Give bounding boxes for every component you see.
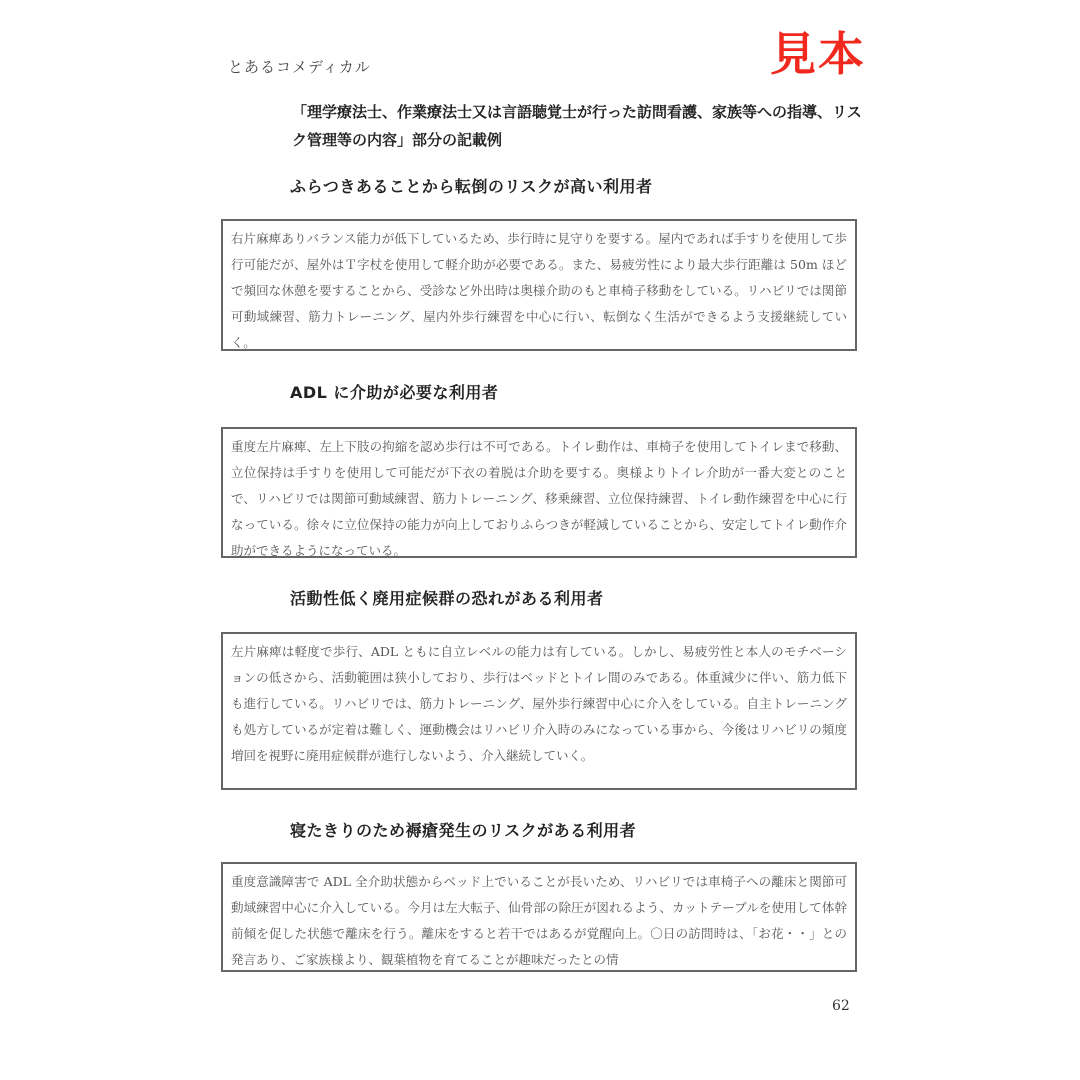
section-heading-disuse-syndrome: 活動性低く廃用症候群の恐れがある利用者 [290,589,604,608]
sample-watermark: 見本 [770,27,866,81]
example-box-fall-risk: 右片麻痺ありバランス能力が低下しているため、歩行時に見守りを要する。屋内であれば手すりを使用して歩行可能だが、屋外はＴ字杖を使用して軽介助が必要である。また、易疲労性により最大歩行距離は 50m ほどで頻回な休憩を要することから、受診など外出時は奥様介助のもと車椅子移動をしている。リハビリでは関節可動域練習、筋力トレーニング、屋内外歩行練習を中心に行い、転倒なく生活ができるよう支援継続していく。 [221,219,857,351]
example-box-disuse-syndrome: 左片麻痺は軽度で歩行、ADL ともに自立レベルの能力は有している。しかし、易疲労性と本人のモチベーションの低さから、活動範囲は狭小しており、歩行はベッドとトイレ間のみである。体重減少に伴い、筋力低下も進行している。リハビリでは、筋力トレーニング、屋外歩行練習中心に介入をしている。自主トレーニングも処方しているが定着は難しく、運動機会はリハビリ介入時のみになっている事から、今後はリハビリの頻度増回を視野に廃用症候群が進行しないよう、介入継続していく。 [221,632,857,790]
page-number: 62 [832,998,850,1014]
section-heading-fall-risk: ふらつきあることから転倒のリスクが高い利用者 [290,177,653,196]
section-heading-pressure-ulcer: 寝たきりのため褥瘡発生のリスクがある利用者 [290,821,637,840]
example-box-pressure-ulcer: 重度意識障害で ADL 全介助状態からベッド上でいることが長いため、リハビリでは車椅子への離床と関節可動域練習中心に介入している。今月は左大転子、仙骨部の除圧が図れるよう、カットテーブルを使用して体幹前傾を促した状態で離床を行う。離床をすると若干ではあるが覚醒向上。〇日の訪問時は、「お花・・」との発言あり、ご家族様より、観葉植物を育てることが趣味だったとの情 [221,862,857,972]
example-box-adl-assistance: 重度左片麻痺、左上下肢の拘縮を認め歩行は不可である。トイレ動作は、車椅子を使用してトイレまで移動、立位保持は手すりを使用して可能だが下衣の着脱は介助を要する。奥様よりトイレ介助が一番大変とのことで、リハビリでは関節可動域練習、筋力トレーニング、移乗練習、立位保持練習、トイレ動作練習を中心に行なっている。徐々に立位保持の能力が向上しておりふらつきが軽減していることから、安定してトイレ動作介助ができるようになっている。 [221,427,857,558]
document-title: 「理学療法士、作業療法士又は言語聴覚士が行った訪問看護、家族等への指導、リスク管理等の内容」部分の記載例 [292,103,862,149]
publisher-label: とあるコメディカル [228,58,371,76]
section-heading-adl-assistance: ADL に介助が必要な利用者 [290,383,499,402]
